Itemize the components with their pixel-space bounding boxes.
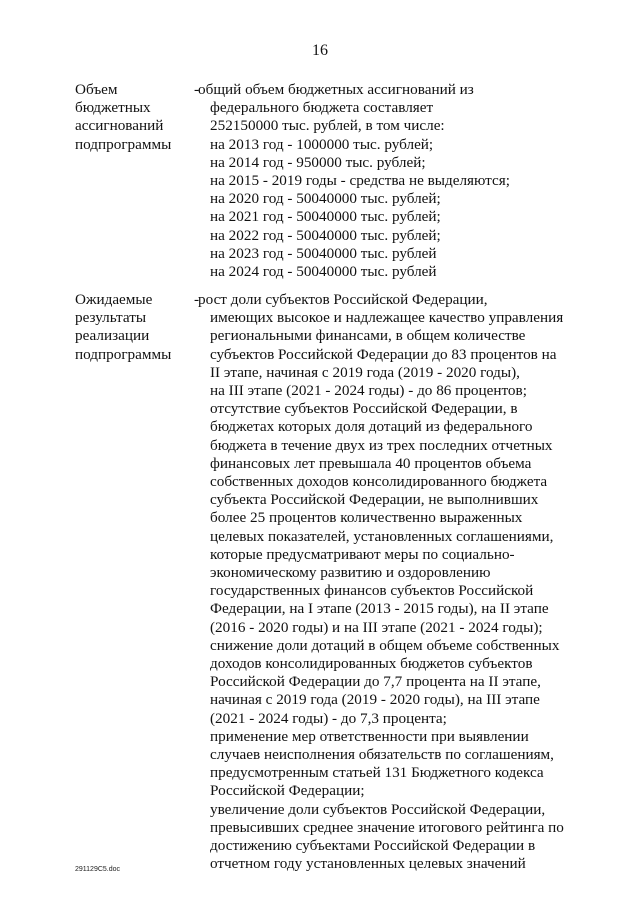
label-line: подпрограммы: [75, 135, 172, 153]
text-line: случаев неисполнения обязательств по соглашениям,: [210, 746, 554, 764]
text-line: начиная с 2019 года (2019 - 2020 годы), на III этапе: [210, 691, 540, 709]
text-line: отчетном году установленных целевых значений: [210, 855, 526, 873]
text-line: финансовых лет превышала 40 процентов объема: [210, 454, 532, 472]
text-line: (2016 - 2020 годы) и на III этапе (2021 - 2024 годы);: [210, 618, 543, 636]
section-content: [198, 81, 615, 281]
page-number: 16: [312, 42, 328, 59]
text-line: (2021 - 2024 годы) - до 7,3 процента;: [210, 709, 447, 727]
label-line: ассигнований: [75, 117, 164, 135]
text-line: на 2020 год - 50040000 тыс. рублей;: [210, 190, 441, 208]
text-line: превысивших среднее значение итогового рейтинга по: [210, 818, 564, 836]
section-label: [75, 291, 195, 364]
text-line: субъекта Российской Федерации, не выполнивших: [210, 491, 539, 509]
text-line: отсутствие субъектов Российской Федерации, в: [210, 400, 518, 418]
text-line: предусмотренным статьей 131 Бюджетного кодекса: [210, 764, 544, 782]
text-line: имеющих высокое и надлежащее качество управления: [210, 309, 564, 327]
text-line: Российской Федерации до 7,7 процента на II этапе,: [210, 673, 541, 691]
text-line: более 25 процентов количественно выраженных: [210, 509, 523, 527]
text-line: на III этапе (2021 - 2024 годы) - до 86 процентов;: [210, 382, 527, 400]
text-line: федерального бюджета составляет: [210, 99, 434, 117]
file-name-footer: 291129C5.doc: [75, 866, 121, 873]
text-line: общий объем бюджетных ассигнований из: [198, 81, 474, 98]
text-line: применение мер ответственности при выявлении: [210, 727, 529, 745]
text-line: экономическому развитию и оздоровлению: [210, 564, 491, 582]
text-line: на 2015 - 2019 годы - средства не выделяются;: [210, 172, 510, 190]
text-line: рост доли субъектов Российской Федерации,: [198, 291, 488, 308]
text-line: увеличение доли субъектов Российской Федерации,: [210, 800, 546, 818]
text-line: II этапе, начиная с 2019 года (2019 - 2020 годы),: [210, 363, 520, 381]
text-line: собственных доходов консолидированного бюджета: [210, 473, 548, 491]
text-line: Федерации, на I этапе (2013 - 2015 годы), на II этапе: [210, 600, 549, 618]
text-line: достижению субъектами Российской Федерации в: [210, 837, 536, 855]
label-line: бюджетных: [75, 99, 151, 117]
label-line: Объем: [75, 81, 118, 98]
section-content: [198, 291, 615, 874]
text-line: на 2014 год - 950000 тыс. рублей;: [210, 153, 426, 171]
section-label: [75, 81, 195, 154]
text-line: на 2024 год - 50040000 тыс. рублей: [210, 263, 437, 281]
text-line: на 2013 год - 1000000 тыс. рублей;: [210, 135, 434, 153]
label-line: подпрограммы: [75, 345, 172, 363]
text-line: снижение доли дотаций в общем объеме собственных: [210, 636, 560, 654]
list-dash: -: [194, 291, 200, 308]
text-line: бюджета в течение двух из трех последних отчетных: [210, 436, 553, 454]
text-line: на 2021 год - 50040000 тыс. рублей;: [210, 208, 441, 226]
text-line: бюджетах которых доля дотаций из федерального: [210, 418, 533, 436]
label-line: результаты: [75, 309, 147, 327]
list-dash: -: [194, 81, 200, 98]
text-line: на 2022 год - 50040000 тыс. рублей;: [210, 226, 441, 244]
text-line: государственных финансов субъектов Российской: [210, 582, 534, 600]
label-line: Ожидаемые: [75, 291, 153, 308]
text-line: региональными финансами, в общем количестве: [210, 327, 526, 345]
text-line: доходов консолидированных бюджетов субъектов: [210, 655, 533, 673]
text-line: 252150000 тыс. рублей, в том числе:: [210, 117, 445, 135]
text-line: на 2023 год - 50040000 тыс. рублей: [210, 244, 437, 262]
text-line: которые предусматривают меры по социально-: [210, 545, 515, 563]
text-line: Российской Федерации;: [210, 782, 365, 800]
label-line: реализации: [75, 327, 150, 345]
text-line: субъектов Российской Федерации до 83 процентов на: [210, 345, 557, 363]
text-line: целевых показателей, установленных соглашениями,: [210, 527, 554, 545]
